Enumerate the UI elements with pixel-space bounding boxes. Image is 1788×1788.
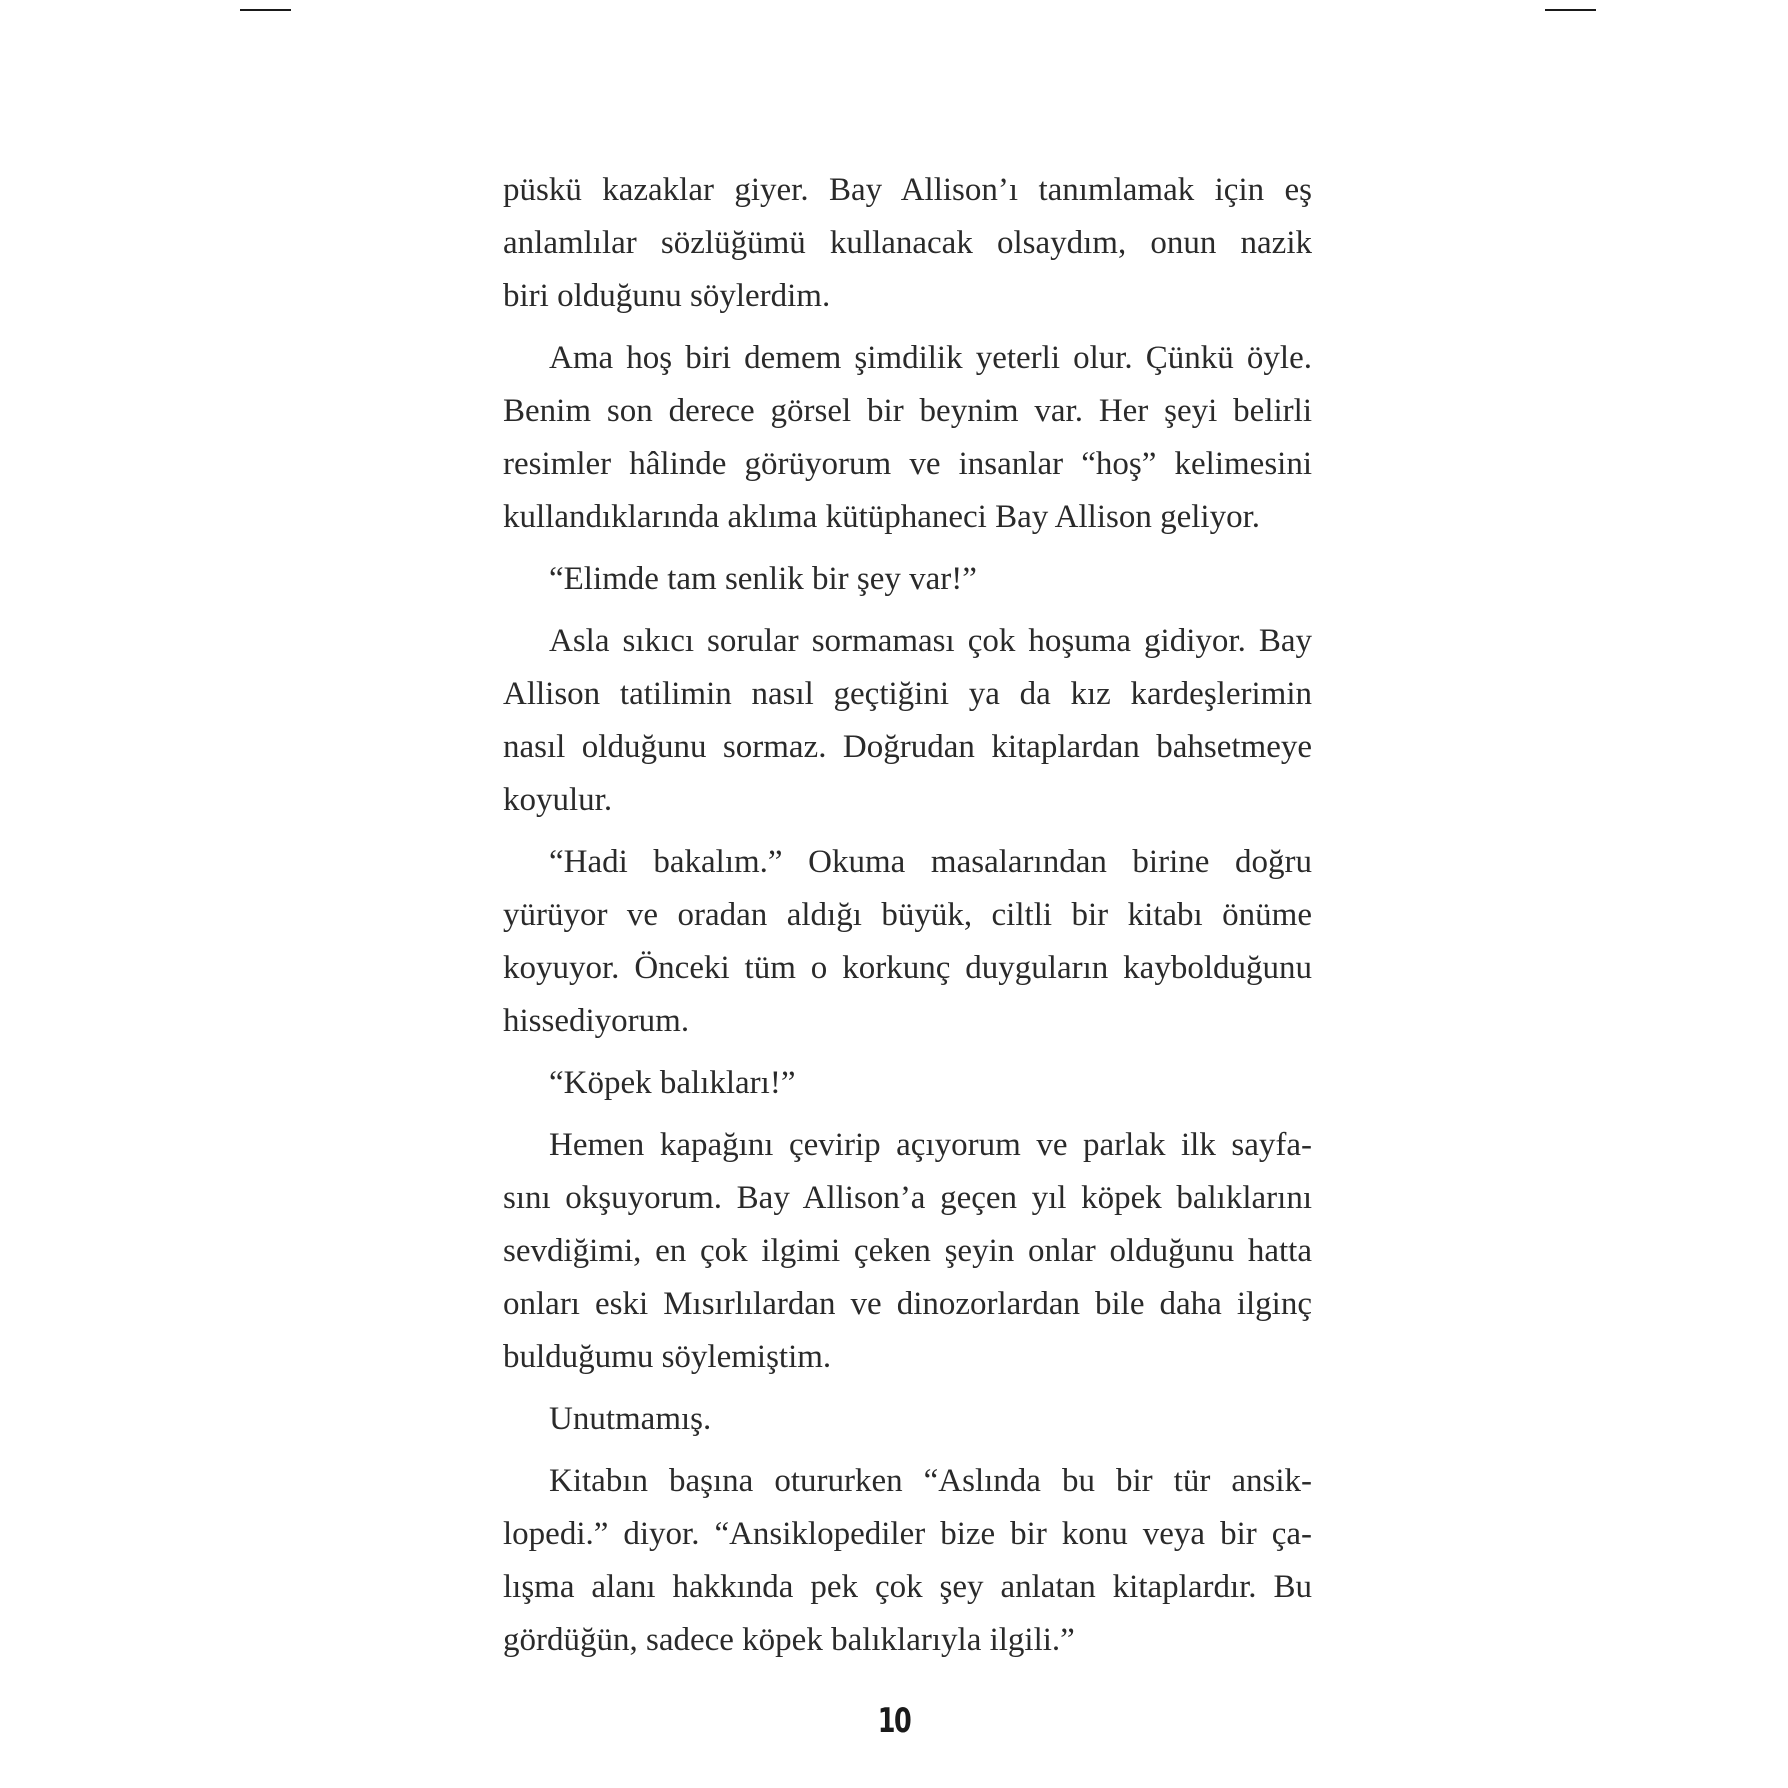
text-line: resimler hâlinde görüyorum ve insanlar “hoş” kelimesini: [503, 446, 1312, 482]
text-line: koyulur.: [503, 782, 613, 818]
paragraph-gap: [503, 606, 1312, 615]
text-line: yürüyor ve oradan aldığı büyük, ciltli bir kitabı önüme: [503, 897, 1312, 933]
paragraph-gap: [503, 827, 1312, 836]
text-line: Benim son derece görsel bir beynim var. Her şeyi belirli: [503, 393, 1312, 429]
paragraph-gap: [503, 1048, 1312, 1057]
text-line: sevdiğimi, en çok ilgimi çeken şeyin onlar olduğunu hatta: [503, 1233, 1312, 1269]
text-line: gördüğün, sadece köpek balıklarıyla ilgili.”: [503, 1622, 1075, 1658]
text-line: Kitabın başına otururken “Aslında bu bir tür ansik-: [549, 1463, 1312, 1499]
text-line: lışma alanı hakkında pek çok şey anlatan kitaplardır. Bu: [503, 1569, 1312, 1605]
paragraph-gap: [503, 1384, 1312, 1393]
text-line: nasıl olduğunu sormaz. Doğrudan kitaplardan bahsetmeye: [503, 729, 1312, 765]
text-line: lopedi.” diyor. “Ansiklopediler bize bir konu veya bir ça-: [503, 1516, 1312, 1552]
paragraph: [503, 836, 1312, 1048]
body-text: [503, 164, 1312, 1667]
paragraph: [503, 615, 1312, 827]
paragraph: [503, 332, 1312, 544]
paragraph: [503, 553, 1312, 606]
text-line: biri olduğunu söylerdim.: [503, 278, 831, 314]
paragraph: [503, 164, 1312, 323]
text-line: Ama hoş biri demem şimdilik yeterli olur. Çünkü öyle.: [549, 340, 1312, 376]
paragraph-gap: [503, 1446, 1312, 1455]
paragraph-gap: [503, 1110, 1312, 1119]
paragraph-gap: [503, 544, 1312, 553]
paragraph: [503, 1057, 1312, 1110]
text-line: onları eski Mısırlılardan ve dinozorlardan bile daha ilginç: [503, 1286, 1312, 1322]
crop-mark-left: [240, 9, 291, 11]
paragraph-gap: [503, 323, 1312, 332]
text-line: anlamlılar sözlüğümü kullanacak olsaydım, onun nazik: [503, 225, 1312, 261]
text-line: Allison tatilimin nasıl geçtiğini ya da kız kardeşlerimin: [503, 676, 1312, 712]
page-number: 10: [877, 1701, 911, 1741]
text-line: hissediyorum.: [503, 1003, 690, 1039]
text-line: “Elimde tam senlik bir şey var!”: [549, 561, 977, 597]
paragraph: [503, 1455, 1312, 1667]
text-line: bulduğumu söylemiştim.: [503, 1339, 832, 1375]
paragraph: [503, 1119, 1312, 1384]
text-line: Unutmamış.: [549, 1401, 712, 1437]
text-line: kullandıklarında aklıma kütüphaneci Bay Allison geliyor.: [503, 499, 1261, 535]
text-line: sını okşuyorum. Bay Allison’a geçen yıl köpek balıklarını: [503, 1180, 1312, 1216]
text-line: “Hadi bakalım.” Okuma masalarından birine doğru: [549, 844, 1312, 880]
text-line: Asla sıkıcı sorular sormaması çok hoşuma gidiyor. Bay: [549, 623, 1312, 659]
paragraph: [503, 1393, 1312, 1446]
text-line: püskü kazaklar giyer. Bay Allison’ı tanımlamak için eş: [503, 172, 1312, 208]
text-line: koyuyor. Önceki tüm o korkunç duyguların kaybolduğunu: [503, 950, 1312, 986]
text-line: “Köpek balıkları!”: [549, 1065, 796, 1101]
crop-mark-right: [1545, 9, 1596, 11]
text-line: Hemen kapağını çevirip açıyorum ve parlak ilk sayfa-: [549, 1127, 1312, 1163]
